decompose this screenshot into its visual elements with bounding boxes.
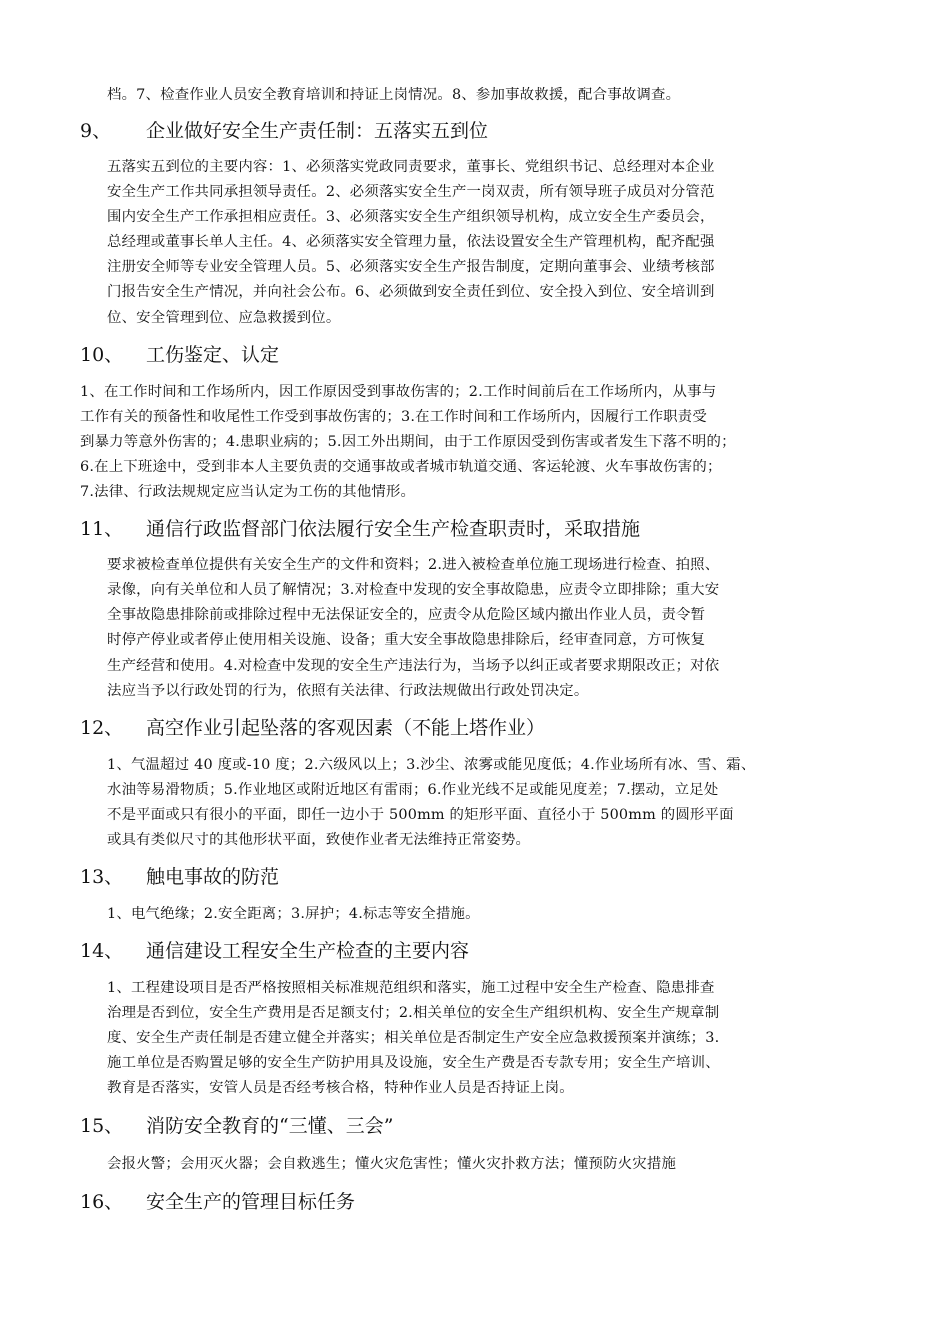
paragraph-line: 门报告安全生产情况，并向社会公布。6、必须做到安全责任到位、安全投入到位、安全培训到 [107,284,715,300]
paragraph-line: 注册安全师等专业安全管理人员。5、必须落实安全生产报告制度，定期向董事会、业绩考核部 [107,259,715,275]
paragraph-line: 时停产停业或者停止使用相关设施、设备；重大安全事故隐患排除后，经审查同意，方可恢复 [107,632,706,648]
section-title: 通信行政监督部门依法履行安全生产检查职责时，采取措施 [146,518,641,540]
section-title: 通信建设工程安全生产检查的主要内容 [146,940,470,962]
paragraph-line: 位、安全管理到位、应急救援到位。 [107,310,341,326]
paragraph-line: 或具有类似尺寸的其他形状平面，致使作业者无法维持正常姿势。 [107,832,531,848]
paragraph-line: 录像，向有关单位和人员了解情况；3.对检查中发现的安全事故隐患，应责令立即排除；重大安 [107,582,720,598]
section-number: 13、 [80,866,124,888]
paragraph-line: 治理是否到位，安全生产费用是否足额支付；2.相关单位的安全生产组织机构、安全生产规章制 [107,1005,720,1021]
section-number: 12、 [80,717,124,739]
paragraph-line: 6.在上下班途中，受到非本人主要负责的交通事故或者城市轨道交通、客运轮渡、火车事故伤害的； [80,459,722,475]
section-title: 高空作业引起坠落的客观因素（不能上塔作业） [146,717,546,739]
paragraph-line: 五落实五到位的主要内容：1、必须落实党政同责要求，董事长、党组织书记、总经理对本企业 [107,159,715,175]
section-number: 16、 [80,1191,124,1213]
paragraph-line: 总经理或董事长单人主任。4、必须落实安全管理力量，依法设置安全生产管理机构，配齐配强 [107,234,715,250]
section-title: 企业做好安全生产责任制：五落实五到位 [146,120,489,142]
section-heading-16 [80,1190,680,1214]
section-number: 11、 [80,518,124,540]
section-heading-10 [80,343,680,367]
section-title: 触电事故的防范 [146,866,280,888]
paragraph-line: 工作有关的预备性和收尾性工作受到事故伤害的；3.在工作时间和工作场所内，因履行工作职责受 [80,409,707,425]
section-heading-13 [80,865,680,889]
paragraph-line: 安全生产工作共同承担领导责任。2、必须落实安全生产一岗双责，所有领导班子成员对分管范 [107,184,715,200]
paragraph-line: 度、安全生产责任制是否建立健全并落实；相关单位是否制定生产安全应急救援预案并演练；3. [107,1030,720,1046]
paragraph-line: 施工单位是否购置足够的安全生产防护用具及设施，安全生产费是否专款专用；安全生产培训、 [107,1055,720,1071]
paragraph-line: 全事故隐患排除前或排除过程中无法保证安全的，应责令从危险区域内撤出作业人员，责令暂 [107,607,706,623]
section-number: 15、 [80,1115,124,1137]
paragraph-line: 法应当予以行政处罚的行为，依照有关法律、行政法规做出行政处罚决定。 [107,683,589,699]
section-title: 安全生产的管理目标任务 [146,1191,356,1213]
paragraph-line: 1、电气绝缘；2.安全距离；3.屏护；4.标志等安全措施。 [107,906,480,922]
section-heading-11 [80,517,780,541]
paragraph-line: 围内安全生产工作承担相应责任。3、必须落实安全生产组织领导机构，成立安全生产委员会， [107,209,715,225]
section-heading-15 [80,1114,680,1138]
section-heading-12 [80,716,780,740]
continuation-line: 档。7、检查作业人员安全教育培训和持证上岗情况。8、参加事故救援，配合事故调查。 [107,87,681,103]
paragraph-line: 到暴力等意外伤害的；4.患职业病的；5.因工外出期间，由于工作原因受到伤害或者发生下落不明的； [80,434,736,450]
section-title: 工伤鉴定、认定 [146,344,280,366]
paragraph-line: 要求被检查单位提供有关安全生产的文件和资料；2.进入被检查单位施工现场进行检查、拍照、 [107,557,720,573]
paragraph-line: 生产经营和使用。4.对检查中发现的安全生产违法行为，当场予以纠正或者要求期限改正；对依 [107,658,720,674]
section-heading-14 [80,939,680,963]
section-number: 14、 [80,940,124,962]
paragraph-line: 1、气温超过 40 度或-10 度；2.六级风以上；3.沙尘、浓雾或能见度低；4.作业场所有冰、雪、霜、 [107,757,756,773]
paragraph-line: 会报火警；会用灭火器；会自救逃生；懂火灾危害性；懂火灾扑救方法；懂预防火灾措施 [107,1156,677,1172]
section-number: 9、 [80,120,112,142]
paragraph-line: 水油等易滑物质；5.作业地区或附近地区有雷雨；6.作业光线不足或能见度差；7.摆动，立足处 [107,782,719,798]
section-heading-9 [80,119,680,143]
section-title: 消防安全教育的“三懂、三会” [146,1115,394,1137]
paragraph-line: 教育是否落实，安管人员是否经考核合格，特种作业人员是否持证上岗。 [107,1080,574,1096]
paragraph-line: 1、工程建设项目是否严格按照相关标准规范组织和落实，施工过程中安全生产检查、隐患排查 [107,980,715,996]
paragraph-line: 7.法律、行政法规规定应当认定为工伤的其他情形。 [80,484,416,500]
section-number: 10、 [80,344,124,366]
paragraph-line: 1、在工作时间和工作场所内，因工作原因受到事故伤害的；2.工作时间前后在工作场所内，从事与 [80,384,717,400]
paragraph-line: 不是平面或只有很小的平面，即任一边小于 500mm 的矩形平面、直径小于 500mm 的圆形平面 [107,807,734,823]
